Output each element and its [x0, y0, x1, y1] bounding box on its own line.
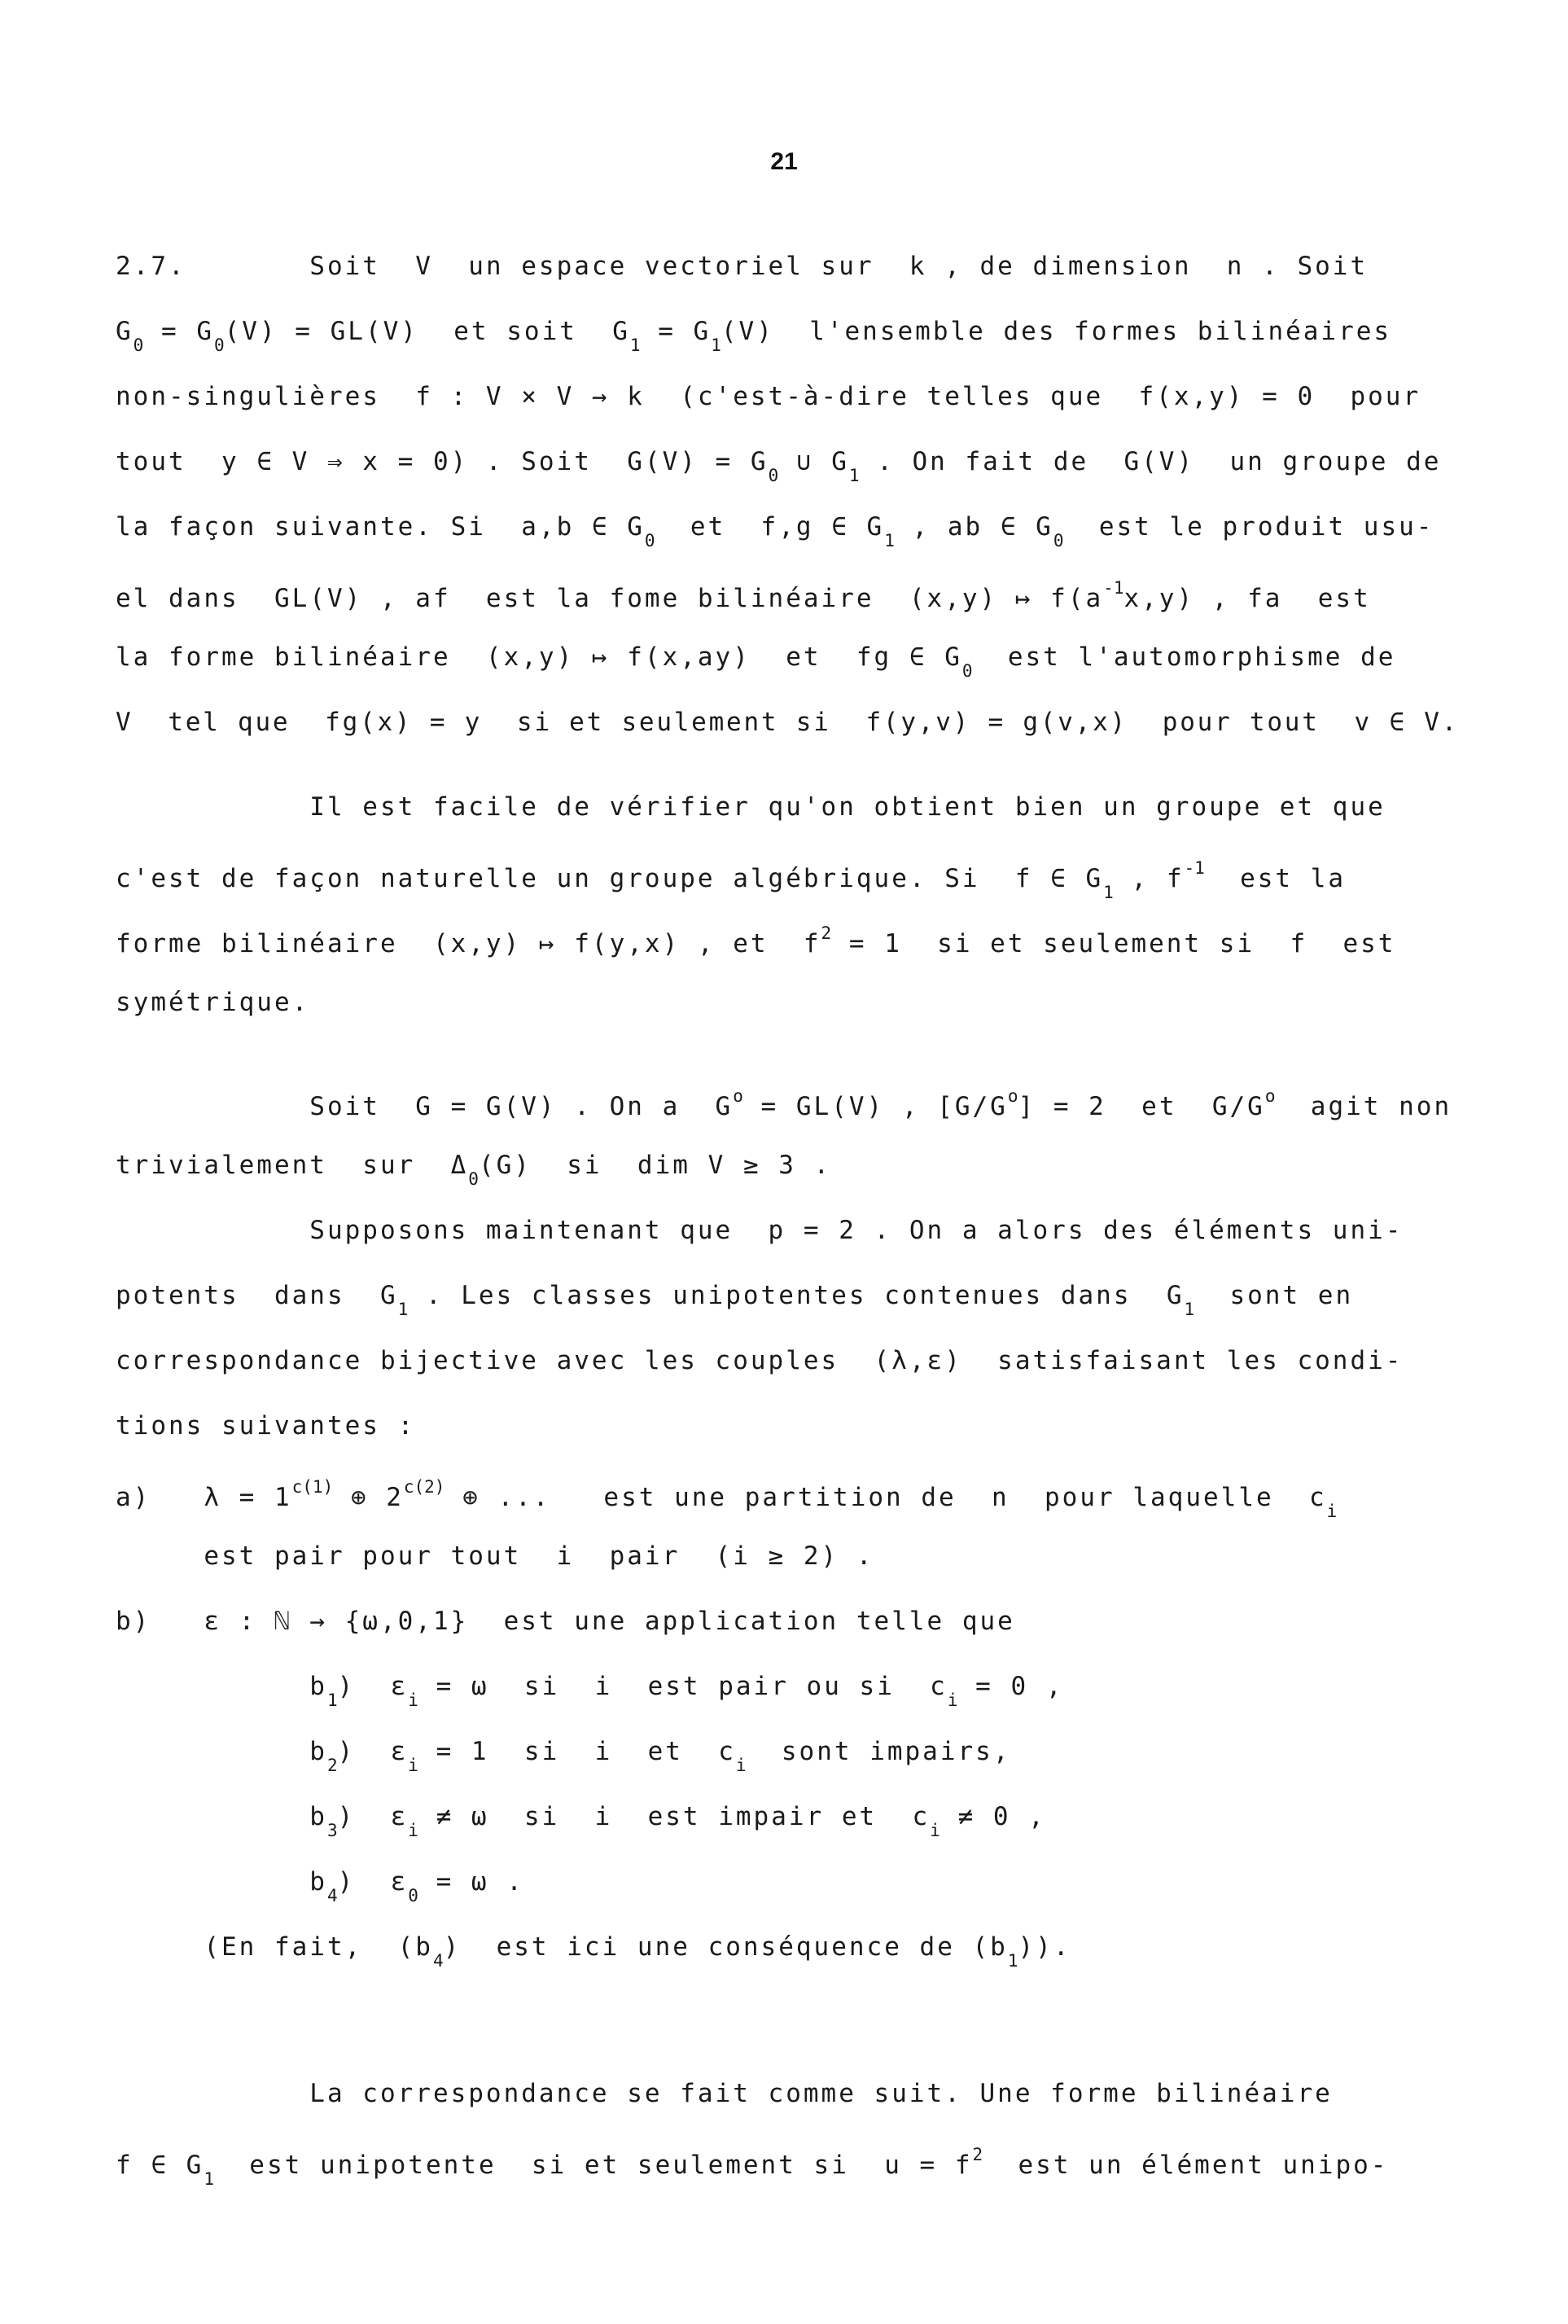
- text-line: symétrique.: [116, 988, 310, 1017]
- text-line: la façon suivante. Si a,b ∈ $G_0$ et f,g ∈ $G_1$ , ab ∈ $G_0$ est le produit usu-: [116, 512, 1434, 550]
- text-line: forme bilinéaire (x,y) ↦ f(y,x) , et $f^2 = 1$ si et seulement si f est: [116, 923, 1396, 958]
- text-line: Supposons maintenant que p = 2 . On a alors des éléments uni-: [116, 1216, 1404, 1245]
- text-line: non-singulières f : V × V → k (c'est-à-dire telles que f(x,y) = 0 pour: [116, 382, 1421, 411]
- text-line: (En fait, $(b_4)$ est ici une conséquence de $(b_1)$).: [116, 1932, 1071, 1971]
- text-line: la forme bilinéaire (x,y) ↦ f(x,ay) et fg ∈ $G_0$ est l'automorphisme de: [116, 642, 1396, 681]
- text-line: $b_2$) $\varepsilon_i = 1$ si i et $c_i$ sont impairs,: [116, 1737, 1011, 1775]
- page-number: 21: [770, 148, 798, 175]
- text-line: $b_4$) $\varepsilon_0 = \omega$ .: [116, 1867, 524, 1905]
- text-line: $G_0 = G_0(V) = GL(V)$ et soit $G_1 = G_1(V)$ l'ensemble des formes bilinéaires: [116, 317, 1392, 355]
- text-line: Soit G = G(V) . On a $G^o = GL(V)$ , $[G/G^o] = 2$ et $G/G^o$ agit non: [116, 1086, 1452, 1121]
- text-line: trivialement sur $\Delta_0(G)$ si dim V ≥ 3 .: [116, 1151, 832, 1189]
- text-line: $b_1$) $\varepsilon_i = \omega$ si i est pair ou si $c_i = 0$ ,: [116, 1672, 1064, 1710]
- text-line: potents dans $G_1$ . Les classes unipotentes contenues dans $G_1$ sont en: [116, 1281, 1354, 1319]
- text-line: f ∈ $G_1$ est unipotente si et seulement si $u = f^2$ est un élément unipo-: [116, 2145, 1389, 2189]
- text-line: $b_3$) $\varepsilon_i \ne \omega$ si i est impair et $c_i \ne 0$ ,: [116, 1802, 1046, 1840]
- text-line: est pair pour tout i pair (i ≥ 2) .: [116, 1541, 874, 1571]
- text-line: tions suivantes :: [116, 1411, 416, 1440]
- text-line: 2.7. Soit V un espace vectoriel sur k , de dimension n . Soit: [116, 252, 1369, 281]
- text-line: Il est facile de vérifier qu'on obtient bien un groupe et que: [116, 792, 1386, 822]
- text-line: a) $\lambda = 1^{c(1)}$ ⊕ $2^{c(2)}$ ⊕ ... est une partition de n pour laquelle $c_i$: [116, 1477, 1338, 1521]
- text-line: b) ε : ℕ → {ω,0,1} est une application telle que: [116, 1607, 1015, 1636]
- text-line: La correspondance se fait comme suit. Une forme bilinéaire: [116, 2079, 1333, 2108]
- text-line: el dans GL(V) , af est la fome bilinéaire (x,y) ↦ $f(a^{-1}x,y)$ , fa est: [116, 578, 1371, 613]
- text-line: correspondance bijective avec les couples (λ,ε) satisfaisant les condi-: [116, 1346, 1404, 1375]
- text-line: c'est de façon naturelle un groupe algébrique. Si f ∈ $G_1$ , $f^{-1}$ est la: [116, 858, 1347, 902]
- text-line: V tel que fg(x) = y si et seulement si f(y,v) = g(v,x) pour tout v ∈ V.: [116, 708, 1460, 737]
- text-line: tout y ∈ V ⇒ x = 0) . Soit $G(V) = G_0$ ∪ $G_1$ . On fait de G(V) un groupe de: [116, 447, 1442, 485]
